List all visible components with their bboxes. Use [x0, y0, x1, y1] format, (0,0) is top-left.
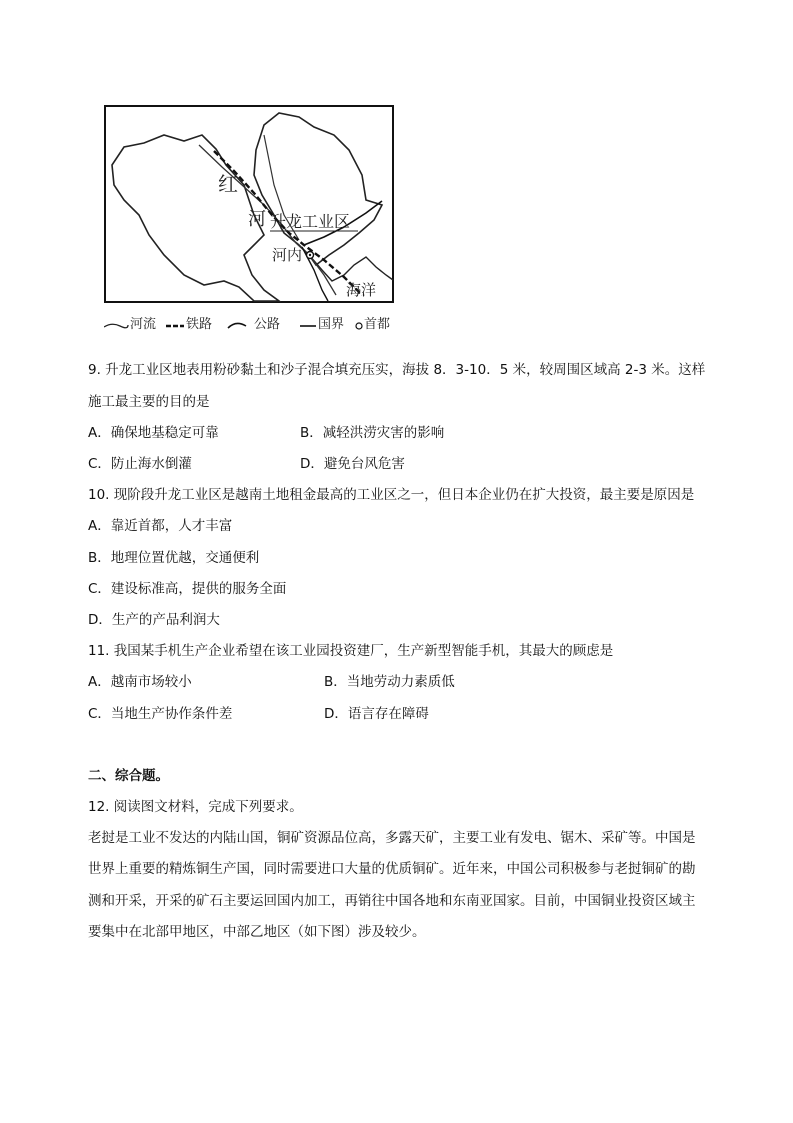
- q9-stem-line1: 9. 升龙工业区地表用粉砂黏土和沙子混合填充压实，海拔 8．3-10．5 米，较周围区域高 2-3 米。这样: [88, 362, 706, 378]
- map-label-river1: 红: [218, 172, 238, 196]
- q12-para-line3: 测和开采，开采的矿石主要运回国内加工，再销往中国各地和东南亚国家。目前，中国铜业投资区域主: [88, 893, 696, 909]
- q10-option-a: A．靠近首都，人才丰富: [88, 518, 233, 534]
- legend-highway: 公路: [254, 317, 281, 332]
- q11-option-c: C．当地生产协作条件差: [88, 706, 233, 722]
- q10-option-c: C．建设标准高，提供的服务全面: [88, 581, 287, 597]
- map-label-industrial-zone: 升龙工业区: [270, 212, 351, 231]
- q11-stem: 11. 我国某手机生产企业希望在该工业园投资建厂，生产新型智能手机，其最大的顾虑是: [88, 643, 614, 659]
- map-label-capital: 河内: [272, 246, 303, 264]
- legend-railway: 铁路: [186, 317, 213, 332]
- vietnam-map: [104, 105, 394, 303]
- q10-option-b: B．地理位置优越，交通便利: [88, 550, 260, 566]
- q9-stem-line2: 施工最主要的目的是: [88, 394, 210, 410]
- q12-para-line1: 老挝是工业不发达的内陆山国，铜矿资源品位高，多露天矿，主要工业有发电、锯木、采矿等。中国是: [88, 830, 696, 846]
- q10-stem: 10. 现阶段升龙工业区是越南土地租金最高的工业区之一，但日本企业仍在扩大投资，最主要是原因是: [88, 487, 695, 503]
- q9-option-d: D．避免台风危害: [300, 456, 405, 472]
- q9-option-b: B．减轻洪涝灾害的影响: [300, 425, 445, 441]
- q11-option-a: A．越南市场较小: [88, 674, 192, 690]
- legend-capital: 首都: [364, 317, 391, 332]
- q9-option-c: C．防止海水倒灌: [88, 456, 192, 472]
- q12-para-line4: 要集中在北部甲地区，中部乙地区（如下图）涉及较少。: [88, 924, 426, 940]
- q9-option-a: A．确保地基稳定可靠: [88, 425, 219, 441]
- legend-river: 河流: [130, 317, 157, 332]
- map-frame: [105, 106, 393, 302]
- map-label-river2: 河: [248, 209, 266, 230]
- map-label-sea: 海洋: [346, 281, 377, 299]
- map-legend: [104, 316, 404, 334]
- q12-stem: 12. 阅读图文材料，完成下列要求。: [88, 799, 303, 815]
- q11-option-d: D．语言存在障碍: [324, 706, 429, 722]
- q10-option-d: D．生产的产品利润大: [88, 612, 220, 628]
- legend-border: 国界: [318, 317, 345, 332]
- q11-option-b: B．当地劳动力素质低: [324, 674, 455, 690]
- section2-heading: 二、综合题。: [88, 768, 169, 784]
- q12-para-line2: 世界上重要的精炼铜生产国，同时需要进口大量的优质铜矿。近年来，中国公司积极参与老挝铜矿的勘: [88, 861, 696, 877]
